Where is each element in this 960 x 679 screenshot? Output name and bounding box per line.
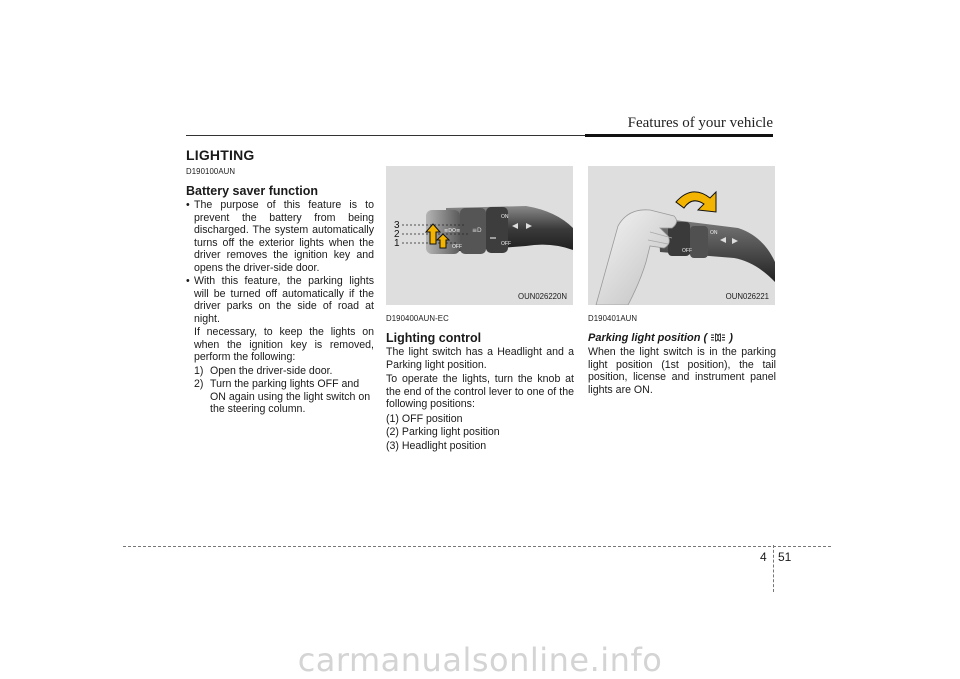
paragraph: When the light switch is in the parking light position (1st position), the tail position, license and instrument panel lights are ON.	[588, 346, 776, 396]
column-parking-light	[588, 166, 776, 398]
list-item: • The purpose of this feature is to prevent the battery from being discharged. The system automatically turns off the exterior lights when the driver removes the ignition key and opens the driver-side door.	[186, 199, 374, 274]
hand-turning-knob-illustration	[588, 166, 775, 305]
footer-rule	[123, 546, 831, 547]
watermark: carmanualsonline.info	[297, 641, 663, 679]
page-number: 51	[778, 550, 792, 564]
paragraph: To operate the lights, turn the knob at the end of the control lever to one of the following positions:	[386, 373, 574, 410]
figure-parking-light-position	[588, 166, 775, 305]
stalk-off-label: OFF	[501, 241, 511, 247]
chapter-number: 4	[760, 550, 767, 564]
parking-light-icon	[710, 333, 726, 342]
section-code: D190100AUN	[186, 167, 236, 176]
light-stalk-illustration	[386, 166, 573, 305]
column-lighting-control	[386, 166, 574, 453]
figure-caption: OUN026220N	[518, 291, 567, 301]
rotate-arrow-icon	[676, 192, 716, 212]
parking-light-icon: ≡DO≡	[444, 228, 461, 234]
column-battery-saver	[186, 166, 374, 417]
page-number-separator	[773, 545, 774, 592]
position-label-2: 2	[394, 229, 400, 240]
note-paragraph: If necessary, to keep the lights on when the ignition key is removed, perform the following:	[194, 326, 374, 363]
step-item: 1) Open the driver-side door.	[194, 364, 333, 377]
header-rule-accent	[585, 134, 773, 137]
step-item: 2) Turn the parking lights OFF and ON again using the light switch on the steering column.	[194, 378, 371, 415]
section-title: LIGHTING	[186, 147, 255, 163]
stalk-on-label: ON	[501, 214, 509, 220]
headlight-icon: ≡D	[472, 227, 482, 234]
bullet-icon: •	[186, 275, 190, 287]
figure-caption: OUN026221	[725, 291, 769, 301]
position-label-1: 1	[394, 238, 400, 249]
list-item: (1) OFF position	[386, 412, 463, 425]
list-item: (3) Headlight position	[386, 439, 487, 452]
list-item: • With this feature, the parking lights will be turned off automatically if the driver parks on the side of road at night.	[186, 275, 374, 325]
knob-off-label: OFF	[682, 248, 692, 254]
bullet-icon: •	[186, 199, 190, 211]
running-header: Features of your vehicle	[627, 115, 773, 131]
figure-light-switch-positions	[386, 166, 573, 305]
subheading-parking-light: Parking light position ( )	[588, 331, 733, 344]
paragraph: The light switch has a Headlight and a Parking light position.	[386, 346, 574, 371]
knob-off-label: OFF	[452, 244, 462, 250]
position-label-3: 3	[394, 220, 400, 231]
subheading-battery-saver: Battery saver function	[186, 183, 318, 198]
section-code: D190400AUN-EC	[386, 314, 449, 323]
subheading-lighting-control: Lighting control	[386, 330, 482, 345]
stalk-on-label: ON	[710, 230, 718, 236]
section-code: D190401AUN	[588, 314, 638, 323]
position-list	[386, 413, 574, 453]
list-item: (2) Parking light position	[386, 426, 500, 438]
